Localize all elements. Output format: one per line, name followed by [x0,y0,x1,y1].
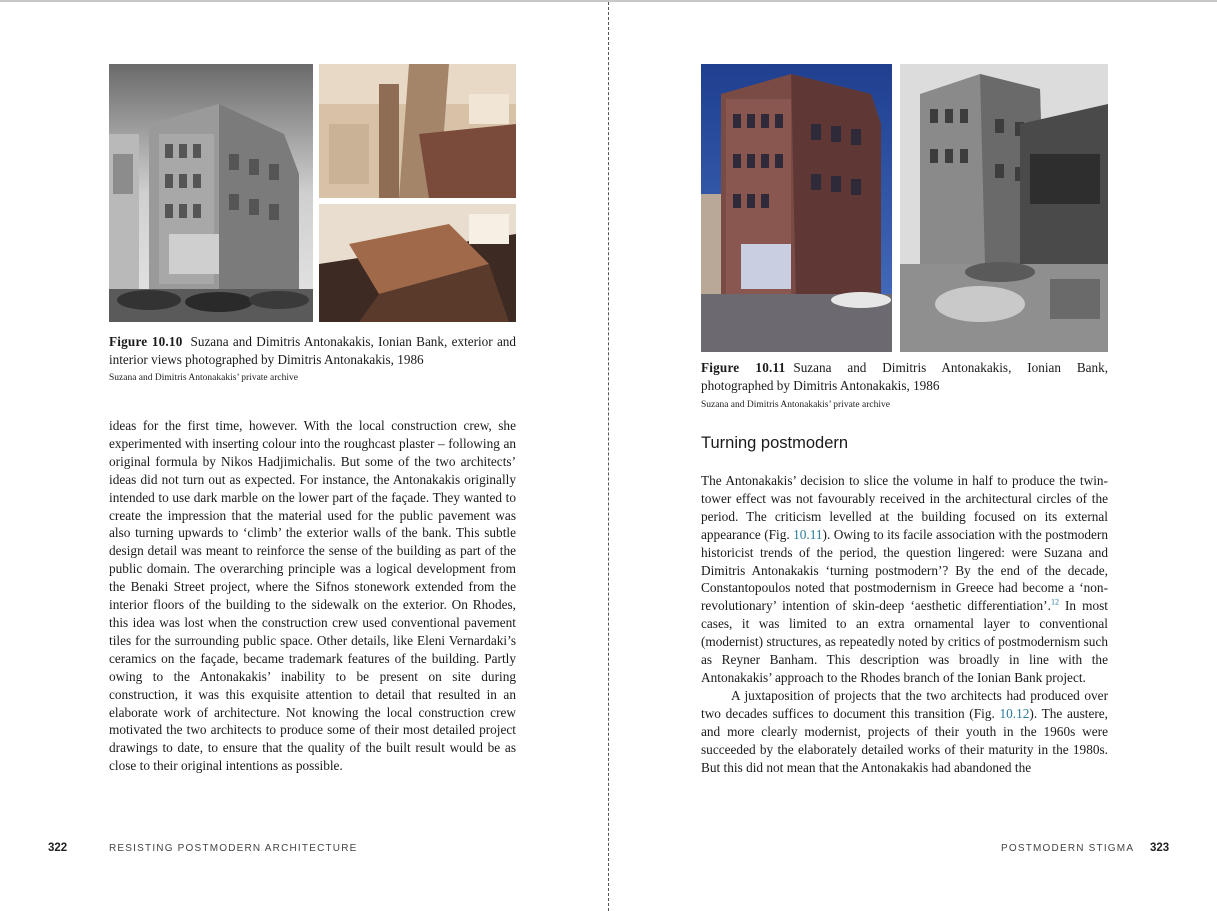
text-span: ). The austere, and more clearly modernist, projects of their youth in the 1960s were succeeded by the elaborately detailed works of their maturity in the 1980s. But this did not mean that the Antonakakis had abandoned the [701,705,1108,775]
figure-label: Figure 10.11 [701,360,786,375]
page-number-right: 323 [1150,842,1170,854]
footnote-link-12[interactable]: 12 [1050,597,1059,607]
figure-link-10-12[interactable]: 10.12 [999,705,1030,721]
text-span: A juxtaposition of projects that the two architects had produced over two decades suffices to document this transition (Fig. [701,687,1108,721]
right-paragraph-1 [701,472,1108,687]
figure-10-10-interior-photo-bottom [319,204,516,322]
section-heading: Turning postmodern [701,434,849,452]
running-head-left: RESISTING POSTMODERN ARCHITECTURE [109,843,358,854]
figure-label: Figure 10.10 [109,334,183,349]
left-page [0,0,607,911]
figure-link-10-11[interactable]: 10.11 [793,526,823,542]
left-body-text [109,417,516,775]
figure-10-11-bw-photo [900,64,1108,352]
text-span: The Antonakakis’ decision to slice the volume in half to produce the twin-tower effect was not favourably received in the architectural circles of the period. The criticism levelled at the building focused on its external appearance (Fig. [701,473,1108,542]
right-page [609,0,1217,911]
figure-10-11-credit: Suzana and Dimitris Antonakakis’ private archive [701,400,890,410]
figure-10-10-credit: Suzana and Dimitris Antonakakis’ private archive [109,373,298,383]
left-paragraph: ideas for the first time, however. With the local construction crew, she experimented with inserting colour into the roughcast plaster – following an original formula by Nikos Hadjimichalis. But some of the two architects’ ideas did not turn out as expected. For instance, the Antonakakis originally intended to use dark marble on the lower part of the façade. They wanted to create the impression that the material used for the public pavement was also turning upwards to ‘climb’ the exterior walls of the bank. This subtle design detail was meant to reinforce the sense of the building as part of the public domain. The overarching principle was a logical development from the Benaki Street project, where the Sifnos stonework extended from the interior floors of the building to the sidewalk on the exterior. On Rhodes, this idea was lost when the construction crew used conventional pavement tiles for the surrounding public space. Other details, like Eleni Vernardaki’s ceramics on the façade, became trademark features of the building. Partly owing to the Antonakakis’ inability to be present on site during construction, it was this exquisite attention to detail that resulted in an elaborate work of architecture. Not knowing the local construction crew motivated the two architects to produce some of their most detailed project drawings to date, to ensure that the quality of the built result would be as close to their original intentions as possible. [109,418,516,774]
right-paragraph-2 [701,687,1108,777]
caption-text: Suzana and Dimitris Antonakakis, Ionian Bank, exterior and interior views photographed by Dimitris Antonakakis, 1986 [109,334,516,367]
text-span: ). Owing to its facile association with the postmodern historicist trends of the period, the question lingered: were Suzana and Dimitris Antonakakis ‘turning postmodern’? By the end of the decade, Constantopoulos noted that postmodernism in Greece had become a ‘non-revolutionary’ intention of skin-deep ‘aesthetic differentiation’. [701,526,1108,614]
page-number-left: 322 [48,842,68,854]
figure-10-11-color-photo [701,64,892,352]
running-head-right: POSTMODERN STIGMA [1001,843,1135,854]
figure-10-11-caption [701,359,1108,394]
figure-10-10-caption [109,333,516,368]
right-body-text [701,472,1108,776]
caption-text: Suzana and Dimitris Antonakakis, Ionian Bank, photographed by Dimitris Antonakakis, 1986 [701,360,1108,393]
figure-10-10-interior-photo-top [319,64,516,198]
text-span: In most cases, it was limited to an extra ornamental layer to conventional (modernist) structures, as repeatedly noted by critics of postmodernism such as Reyner Banham. This description was broadly in line with the Antonakakis’ approach to the Rhodes branch of the Ionian Bank project. [701,598,1108,685]
figure-10-10-exterior-photo [109,64,313,322]
